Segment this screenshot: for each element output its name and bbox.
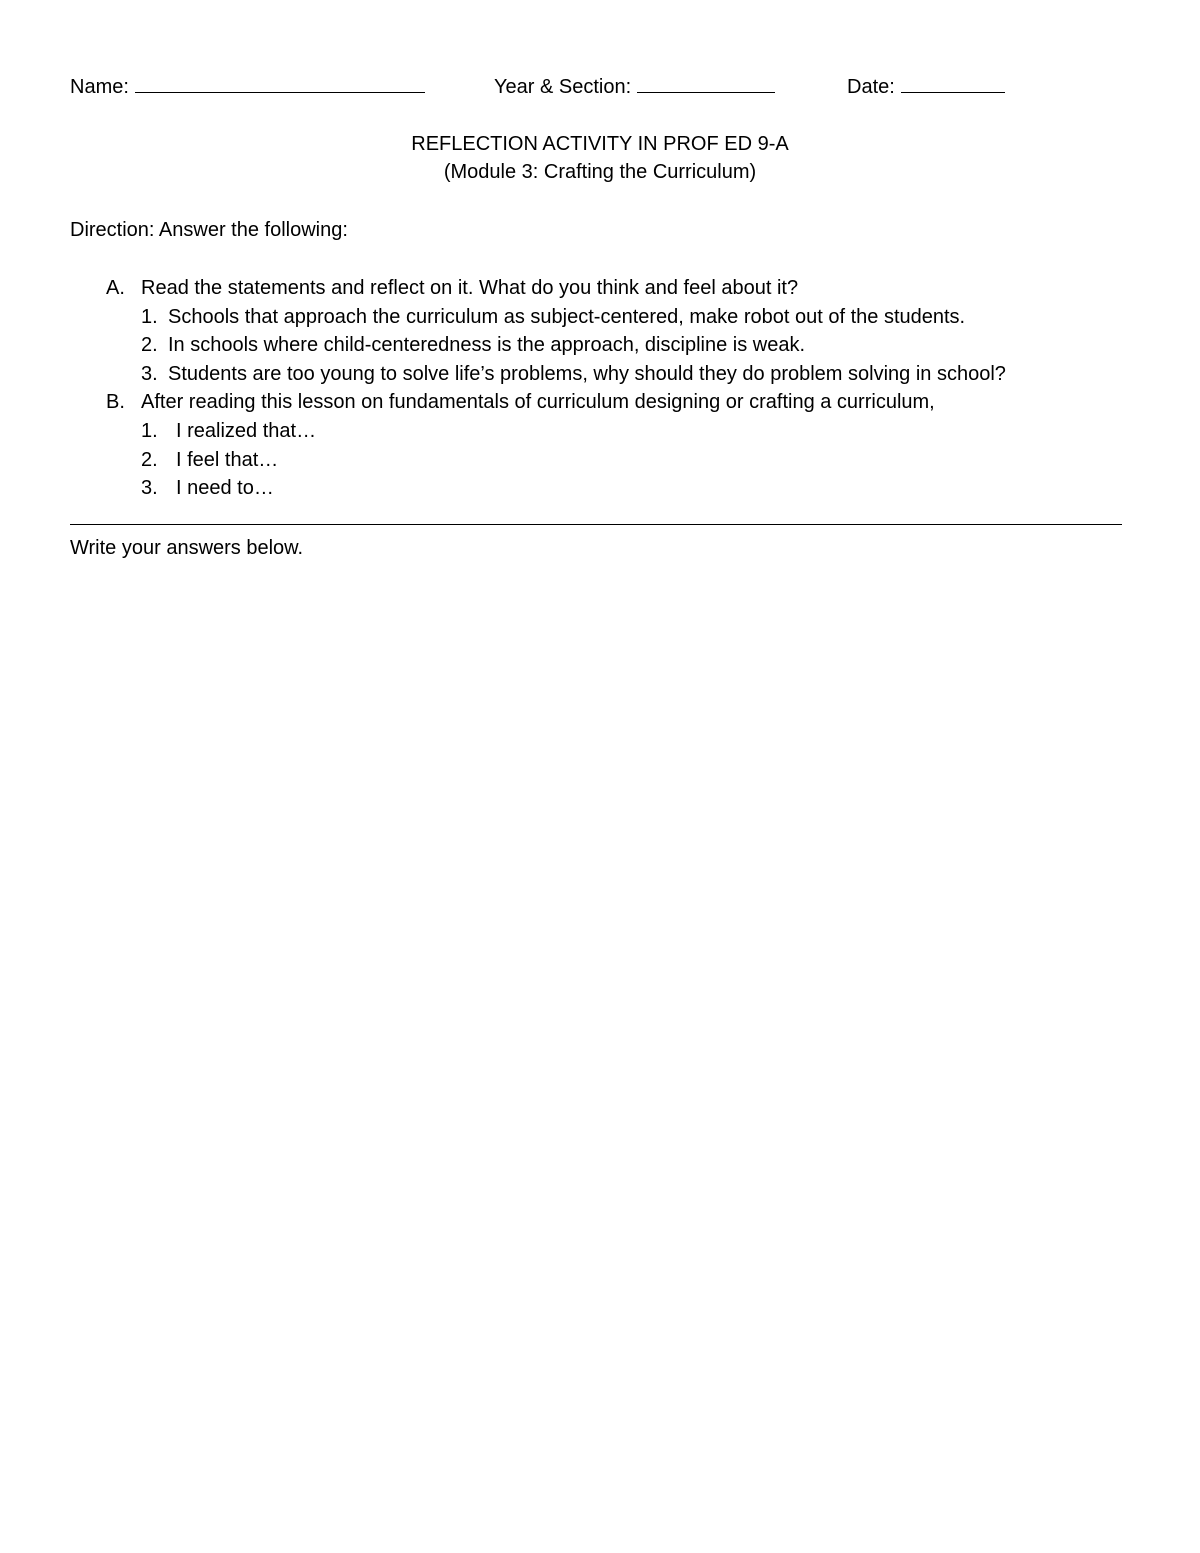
list-item: I realized that… bbox=[176, 420, 317, 442]
item-marker: 1. bbox=[141, 306, 158, 328]
name-blank-line bbox=[135, 72, 425, 93]
item-marker: 3. bbox=[141, 477, 158, 499]
section-marker: B. bbox=[106, 391, 125, 413]
name-field bbox=[70, 72, 425, 102]
date-label: Date: bbox=[847, 76, 895, 98]
separator-line bbox=[70, 524, 1122, 525]
item-marker: 2. bbox=[141, 334, 158, 356]
section-blank-line bbox=[637, 72, 775, 93]
document-title: REFLECTION ACTIVITY IN PROF ED 9-A bbox=[411, 133, 789, 155]
header-fields bbox=[70, 72, 1130, 101]
item-marker: 3. bbox=[141, 363, 158, 385]
list-item: I feel that… bbox=[176, 449, 279, 471]
section-label: Year & Section: bbox=[494, 76, 632, 98]
list-item: I need to… bbox=[176, 477, 274, 499]
item-marker: 1. bbox=[141, 420, 158, 442]
date-blank-line bbox=[901, 72, 1005, 93]
answers-prompt: Write your answers below. bbox=[70, 537, 304, 559]
list-item: Students are too young to solve life’s problems, why should they do problem solving in school? bbox=[168, 363, 1006, 385]
document-subtitle: (Module 3: Crafting the Curriculum) bbox=[443, 161, 757, 183]
list-item: In schools where child-centeredness is the approach, discipline is weak. bbox=[168, 334, 806, 356]
section-text: After reading this lesson on fundamentals of curriculum designing or crafting a curriculum, bbox=[141, 391, 935, 413]
section-text: Read the statements and reflect on it. What do you think and feel about it? bbox=[141, 277, 799, 299]
section-marker: A. bbox=[106, 277, 125, 299]
section-field bbox=[494, 72, 775, 102]
list-item: Schools that approach the curriculum as subject-centered, make robot out of the students. bbox=[168, 306, 966, 328]
direction-text: Direction: Answer the following: bbox=[70, 219, 348, 241]
name-label: Name: bbox=[70, 76, 129, 98]
date-field bbox=[847, 72, 1005, 102]
item-marker: 2. bbox=[141, 449, 158, 471]
